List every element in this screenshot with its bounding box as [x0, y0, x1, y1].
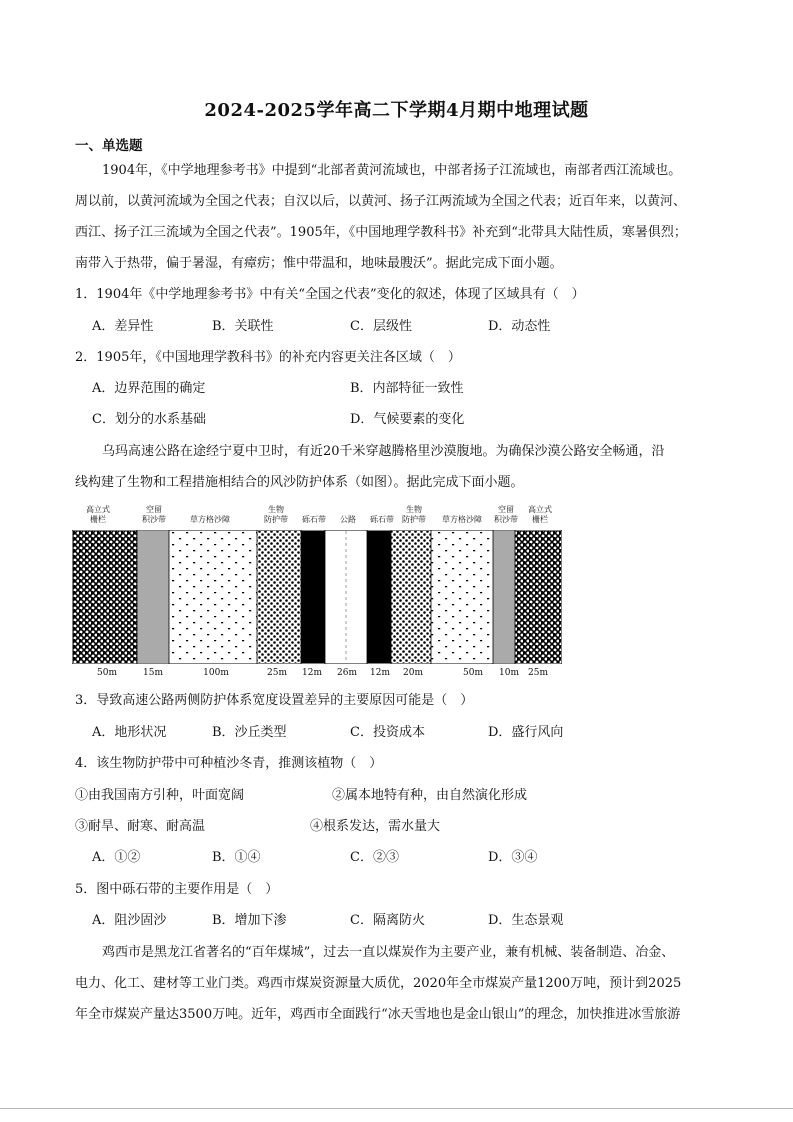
- q4-statement-2: ②属本地特有种，由自然演化形成: [332, 788, 528, 803]
- fig-width-6: 26m: [337, 668, 357, 678]
- fig-width-8: 20m: [403, 668, 423, 678]
- q5-option-a[interactable]: A．阻沙固沙: [92, 913, 167, 928]
- sand-belt-left: [137, 531, 169, 663]
- gravel-belt-right: [367, 531, 391, 663]
- q5-option-d[interactable]: D．生态景观: [488, 913, 564, 928]
- q5-stem: 5．图中砾石带的主要作用是（ ）: [75, 882, 279, 897]
- q4-option-a[interactable]: A．①②: [92, 850, 141, 865]
- page-bottom-rule: [0, 1108, 793, 1109]
- fig-label-sand-belt-right: 空留 积沙带: [494, 505, 518, 524]
- fig-width-7: 12m: [370, 668, 390, 678]
- fig-width-4: 25m: [267, 668, 287, 678]
- passage1-line3: 西江、扬子江三流域为全国之代表”。1905年，《中国地理学教科书》补充到“北带具大陆性质，寒暑俱烈；: [75, 225, 687, 240]
- q2-stem: 2．1905年，《中国地理学教科书》的补充内容更关注各区域（ ）: [75, 350, 461, 365]
- q5-option-b[interactable]: B．增加下渗: [212, 913, 287, 928]
- passage1-line1: 1904年，《中学地理参考书》中提到“北部者黄河流域也，中部者扬子江流域也，南部者西江流域也。: [102, 163, 682, 178]
- fig-label-sand-belt-left: 空留 积沙带: [142, 505, 166, 524]
- fig-width-10: 10m: [499, 668, 519, 678]
- fig-width-3: 100m: [203, 668, 229, 678]
- sand-protection-diagram: [72, 530, 562, 664]
- passage2-line1: 乌玛高速公路在途经宁夏中卫时，有近20千米穿越腾格里沙漠腹地。为确保沙漠公路安全畅通，沿: [102, 444, 665, 459]
- fig-width-11: 25m: [528, 668, 548, 678]
- q1-option-c[interactable]: C．层级性: [350, 319, 412, 334]
- q2-option-a[interactable]: A．边界范围的确定: [92, 381, 206, 396]
- fig-label-bio-belt-right: 生物 防护带: [402, 505, 426, 524]
- fence-zone-left: [73, 531, 137, 663]
- q4-statement-1: ①由我国南方引种，叶面宽阔: [75, 788, 245, 803]
- fig-width-1: 50m: [97, 668, 117, 678]
- q5-option-c[interactable]: C．隔离防火: [350, 913, 425, 928]
- bio-belt-right: [391, 531, 431, 663]
- q1-option-a[interactable]: A．差异性: [92, 319, 154, 334]
- fig-label-fence-left: 高立式 栅栏: [86, 505, 110, 524]
- q3-option-b[interactable]: B．沙丘类型: [212, 725, 287, 740]
- q1-stem: 1．1904年《中学地理参考书》中有关“全国之代表”变化的叙述，体现了区域具有（ ）: [75, 287, 585, 302]
- grass-checker-left: [169, 531, 257, 663]
- passage3-line3: 年全市煤炭产量达3500万吨。近年，鸡西市全面践行“冰天雪地也是金山银山”的理念，加快推进冰雪旅游: [75, 1007, 681, 1022]
- q3-option-c[interactable]: C．投资成本: [350, 725, 425, 740]
- fig-width-5: 12m: [302, 668, 322, 678]
- fig-label-grass-checker-right: 草方格沙障: [442, 515, 482, 524]
- fig-label-road: 公路: [340, 515, 356, 524]
- q4-option-c[interactable]: C．②③: [350, 850, 399, 865]
- q4-statement-4: ④根系发达，需水量大: [310, 819, 441, 834]
- passage2-line2: 线构建了生物和工程措施相结合的风沙防护体系（如图）。据此完成下面小题。: [75, 475, 524, 490]
- q2-option-d[interactable]: D．气候要素的变化: [350, 412, 465, 427]
- q3-stem: 3．导致高速公路两侧防护体系宽度设置差异的主要原因可能是（ ）: [75, 693, 474, 708]
- passage1-line2: 周以前，以黄河流域为全国之代表；自汉以后，以黄河、扬子江两流域为全国之代表；近百年来，以黄河、: [75, 194, 687, 209]
- q2-option-b[interactable]: B．内部特征一致性: [350, 381, 464, 396]
- fig-label-bio-belt-left: 生物 防护带: [264, 505, 288, 524]
- fig-label-gravel-right: 砾石带: [370, 515, 394, 524]
- q3-option-d[interactable]: D．盛行风向: [488, 725, 564, 740]
- q1-option-d[interactable]: D．动态性: [488, 319, 551, 334]
- fig-label-gravel-left: 砾石带: [302, 515, 326, 524]
- q4-statement-3: ③耐旱、耐寒、耐高温: [75, 819, 206, 834]
- q2-option-c[interactable]: C．划分的水系基础: [92, 412, 206, 427]
- fig-label-grass-checker-left: 草方格沙障: [190, 515, 230, 524]
- section-heading: 一、单选题: [75, 138, 143, 154]
- q4-option-b[interactable]: B．①④: [212, 850, 261, 865]
- q3-option-a[interactable]: A．地形状况: [92, 725, 167, 740]
- bio-belt-left: [257, 531, 301, 663]
- fig-width-2: 15m: [143, 668, 163, 678]
- gravel-belt-left: [301, 531, 325, 663]
- q4-stem: 4．该生物防护带中可种植沙冬青，推测该植物（ ）: [75, 756, 383, 771]
- q4-option-d[interactable]: D．③④: [488, 850, 538, 865]
- q1-option-b[interactable]: B．关联性: [212, 319, 274, 334]
- page-title: 2024-2025学年高二下学期4月期中地理试题: [204, 100, 589, 121]
- passage3-line1: 鸡西市是黑龙江省著名的“百年煤城”，过去一直以煤炭作为主要产业，兼有机械、装备制造、冶金、: [102, 945, 675, 960]
- fig-label-fence-right: 高立式 栅栏: [528, 505, 552, 524]
- fig-width-9: 50m: [463, 668, 483, 678]
- fence-zone-right: [515, 531, 561, 663]
- sand-belt-right: [493, 531, 515, 663]
- passage1-line4: 南带入于热带，偏于暑湿，有瘴疠；惟中带温和，地味最膄沃”。据此完成下面小题。: [75, 256, 563, 271]
- grass-checker-right: [431, 531, 493, 663]
- passage3-line2: 电力、化工、建材等工业门类。鸡西市煤炭资源量大质优，2020年全市煤炭产量1200万吨，预计到2025: [75, 976, 682, 991]
